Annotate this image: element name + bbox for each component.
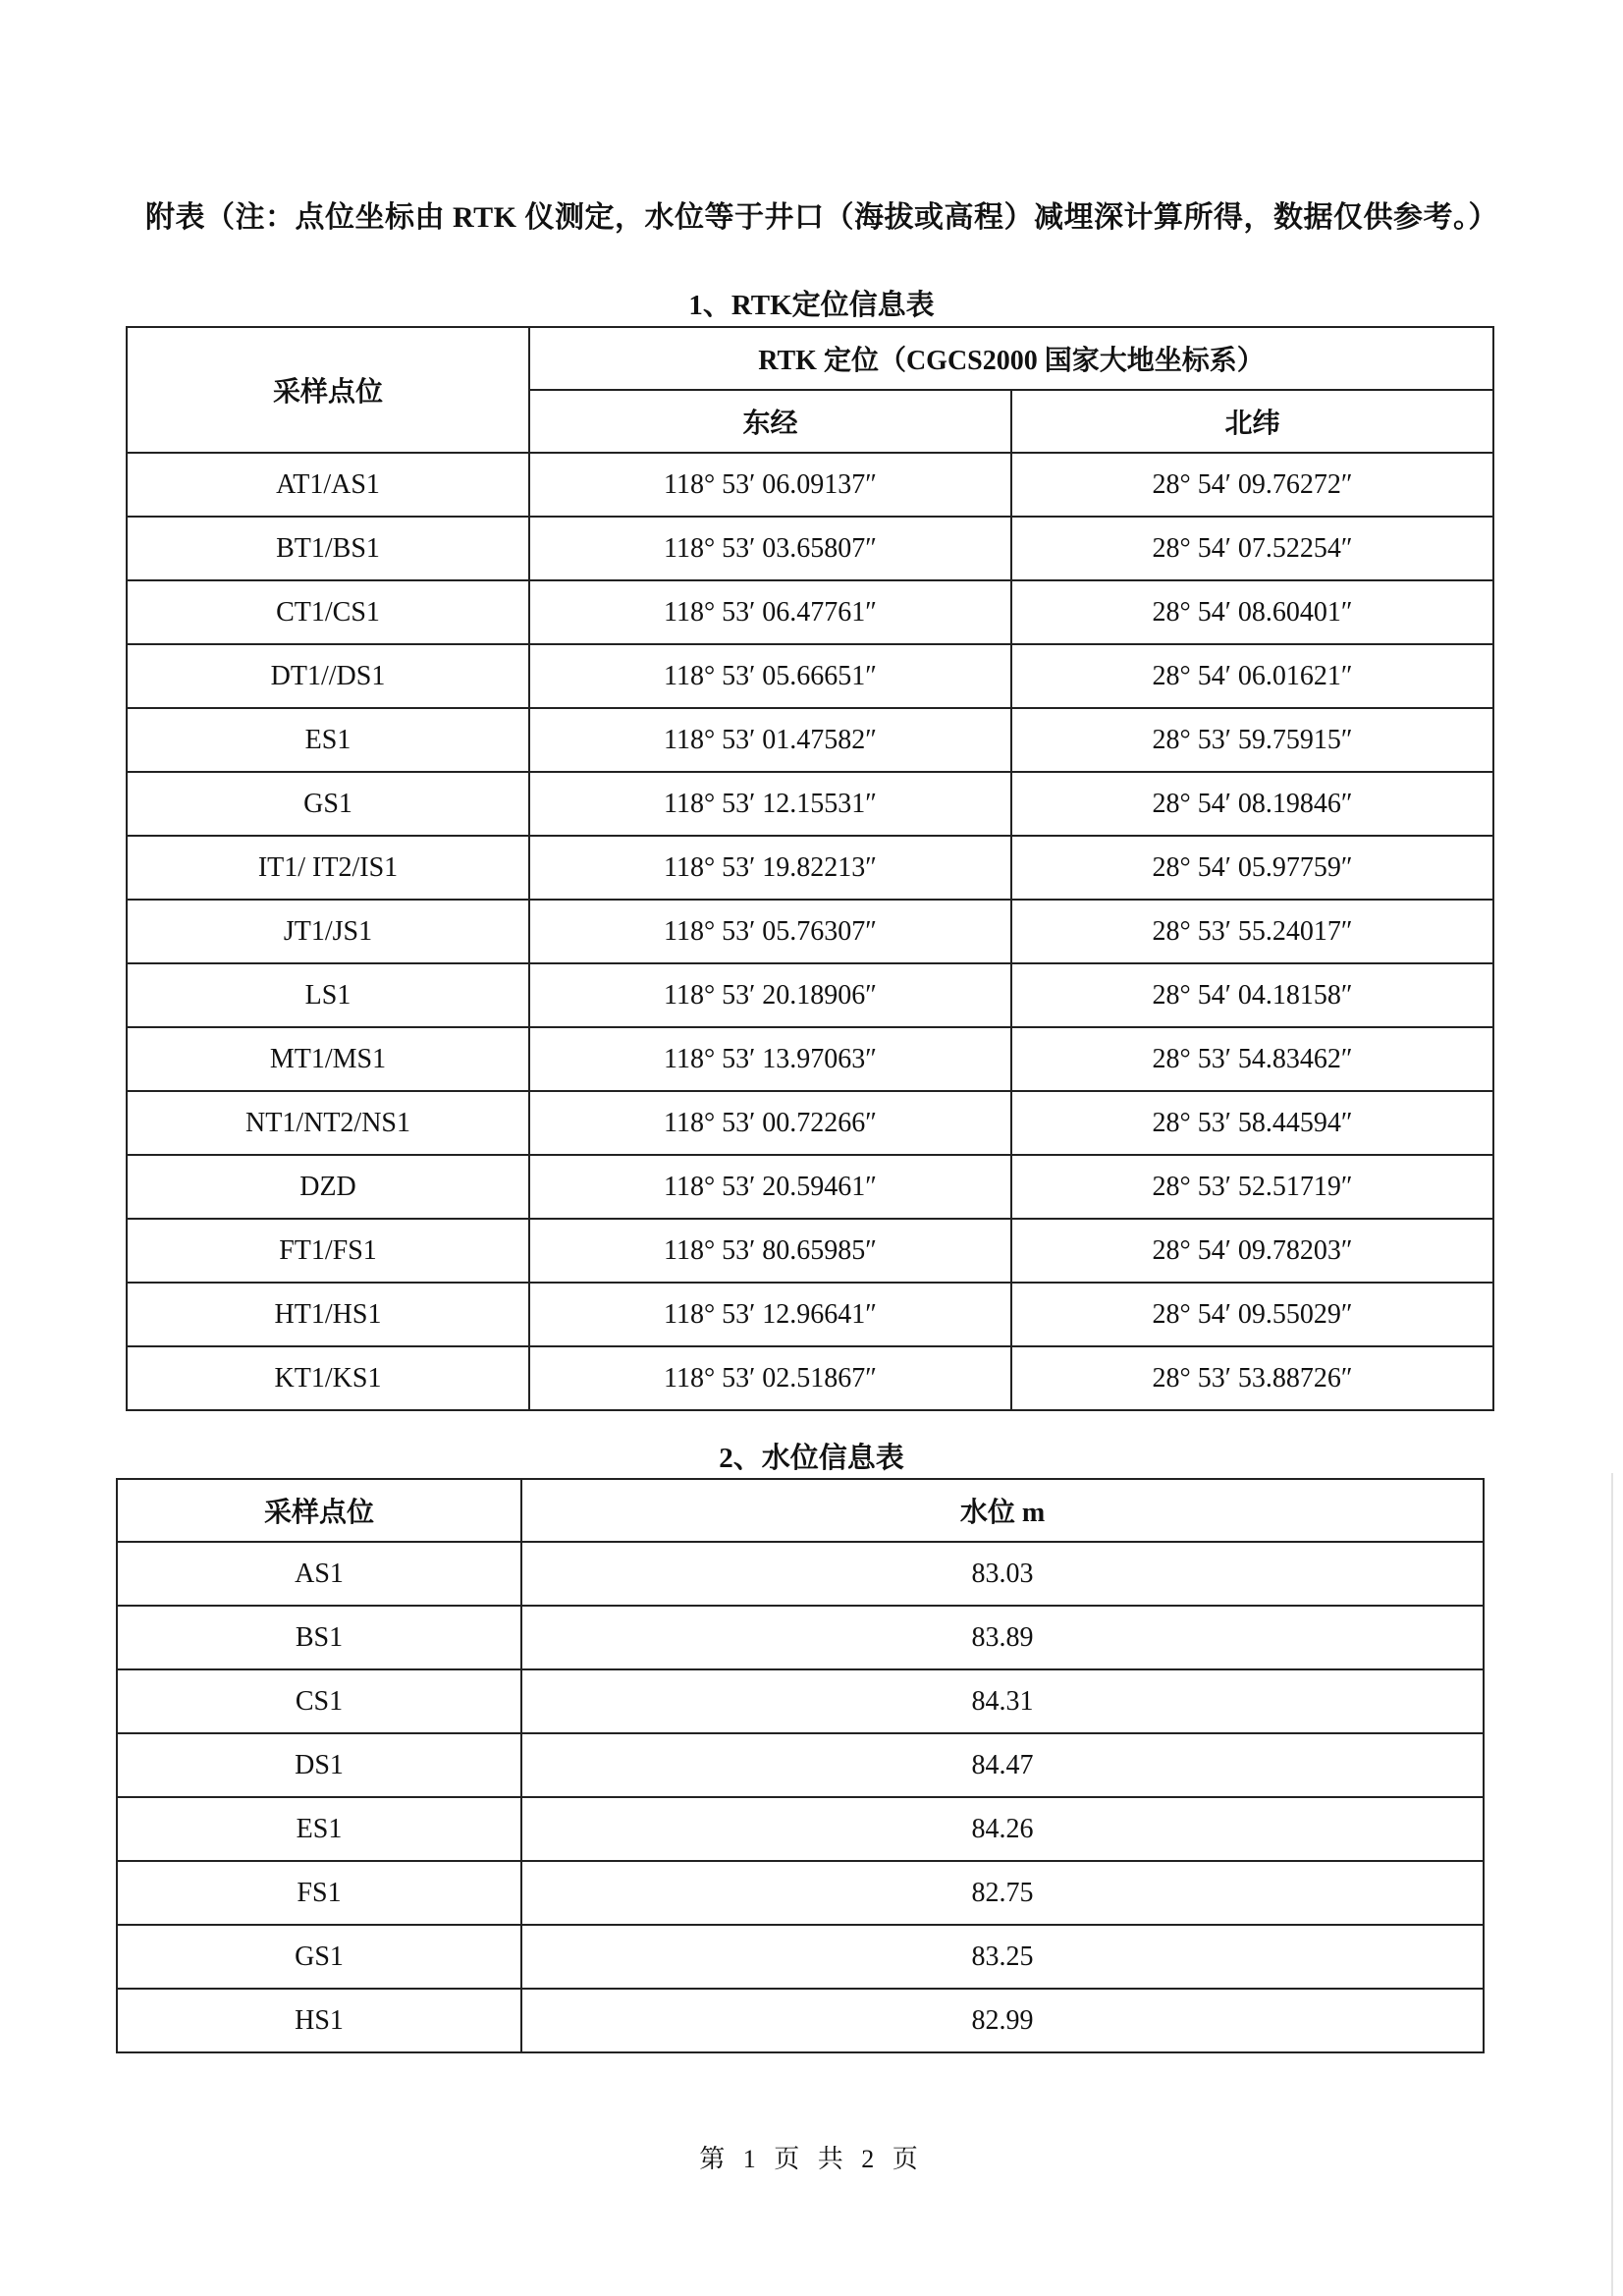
cell-sampling-point: BS1 [117, 1606, 521, 1669]
table-row [127, 580, 1493, 644]
table-row [127, 708, 1493, 772]
cell-sampling-point: DT1//DS1 [127, 644, 529, 708]
cell-sampling-point: DS1 [117, 1733, 521, 1797]
table-row [117, 1606, 1484, 1669]
cell-latitude: 28° 54′ 06.01621″ [1011, 644, 1493, 708]
cell-sampling-point: FS1 [117, 1861, 521, 1925]
cell-longitude: 118° 53′ 12.15531″ [529, 772, 1011, 836]
cell-sampling-point: HT1/HS1 [127, 1283, 529, 1346]
table-row [127, 1027, 1493, 1091]
table-row [117, 1669, 1484, 1733]
cell-water-level: 83.25 [521, 1925, 1484, 1989]
cell-water-level: 83.03 [521, 1542, 1484, 1606]
cell-longitude: 118° 53′ 05.76307″ [529, 900, 1011, 963]
cell-sampling-point: GS1 [117, 1925, 521, 1989]
water-level-table [116, 1478, 1485, 2053]
cell-latitude: 28° 54′ 05.97759″ [1011, 836, 1493, 900]
page-footer: 第 1 页 共 2 页 [699, 2145, 924, 2173]
cell-latitude: 28° 54′ 09.78203″ [1011, 1219, 1493, 1283]
cell-longitude: 118° 53′ 20.59461″ [529, 1155, 1011, 1219]
table-row [127, 1219, 1493, 1283]
cell-longitude: 118° 53′ 05.66651″ [529, 644, 1011, 708]
cell-sampling-point: AS1 [117, 1542, 521, 1606]
cell-water-level: 84.31 [521, 1669, 1484, 1733]
cell-latitude: 28° 53′ 59.75915″ [1011, 708, 1493, 772]
table-row [127, 772, 1493, 836]
cell-latitude: 28° 54′ 04.18158″ [1011, 963, 1493, 1027]
header-sampling-point: 采样点位 [117, 1479, 521, 1542]
water-level-table-body [117, 1542, 1484, 2052]
table-row [117, 1861, 1484, 1925]
table-row [117, 1542, 1484, 1606]
table-row [127, 1155, 1493, 1219]
cell-latitude: 28° 53′ 54.83462″ [1011, 1027, 1493, 1091]
cell-water-level: 84.26 [521, 1797, 1484, 1861]
cell-latitude: 28° 54′ 09.76272″ [1011, 453, 1493, 517]
cell-sampling-point: LS1 [127, 963, 529, 1027]
cell-longitude: 118° 53′ 06.09137″ [529, 453, 1011, 517]
cell-sampling-point: BT1/BS1 [127, 517, 529, 580]
cell-water-level: 82.75 [521, 1861, 1484, 1925]
water-level-table-caption: 2、水位信息表 [719, 1443, 904, 1474]
table-row [127, 1283, 1493, 1346]
cell-sampling-point: AT1/AS1 [127, 453, 529, 517]
cell-latitude: 28° 53′ 52.51719″ [1011, 1155, 1493, 1219]
cell-longitude: 118° 53′ 03.65807″ [529, 517, 1011, 580]
table-row [127, 644, 1493, 708]
cell-longitude: 118° 53′ 80.65985″ [529, 1219, 1011, 1283]
cell-sampling-point: ES1 [127, 708, 529, 772]
cell-longitude: 118° 53′ 19.82213″ [529, 836, 1011, 900]
cell-longitude: 118° 53′ 06.47761″ [529, 580, 1011, 644]
table-row [127, 900, 1493, 963]
cell-sampling-point: ES1 [117, 1797, 521, 1861]
cell-sampling-point: CS1 [117, 1669, 521, 1733]
cell-sampling-point: FT1/FS1 [127, 1219, 529, 1283]
rtk-location-table [126, 326, 1494, 1411]
header-latitude: 北纬 [1011, 390, 1493, 453]
cell-longitude: 118° 53′ 12.96641″ [529, 1283, 1011, 1346]
cell-sampling-point: MT1/MS1 [127, 1027, 529, 1091]
table-row [117, 1797, 1484, 1861]
cell-water-level: 83.89 [521, 1606, 1484, 1669]
rtk-table-body [127, 453, 1493, 1410]
cell-water-level: 84.47 [521, 1733, 1484, 1797]
table-row [117, 1989, 1484, 2052]
rtk-table-caption: 1、RTK定位信息表 [688, 290, 935, 321]
table-row [127, 517, 1493, 580]
cell-latitude: 28° 54′ 07.52254″ [1011, 517, 1493, 580]
cell-latitude: 28° 54′ 08.60401″ [1011, 580, 1493, 644]
cell-latitude: 28° 53′ 58.44594″ [1011, 1091, 1493, 1155]
cell-longitude: 118° 53′ 00.72266″ [529, 1091, 1011, 1155]
cell-longitude: 118° 53′ 13.97063″ [529, 1027, 1011, 1091]
cell-longitude: 118° 53′ 20.18906″ [529, 963, 1011, 1027]
table-row [127, 1091, 1493, 1155]
cell-sampling-point: KT1/KS1 [127, 1346, 529, 1410]
header-sampling-point: 采样点位 [127, 327, 529, 453]
table-row [127, 963, 1493, 1027]
table-row [127, 1346, 1493, 1410]
table-row [127, 836, 1493, 900]
cell-sampling-point: GS1 [127, 772, 529, 836]
cell-sampling-point: HS1 [117, 1989, 521, 2052]
header-water-level: 水位 m [521, 1479, 1484, 1542]
header-longitude: 东经 [529, 390, 1011, 453]
cell-sampling-point: IT1/ IT2/IS1 [127, 836, 529, 900]
table-row [117, 1925, 1484, 1989]
cell-sampling-point: JT1/JS1 [127, 900, 529, 963]
scan-edge-line [1611, 1473, 1613, 2296]
table-row [127, 453, 1493, 517]
header-rtk-group: RTK 定位（CGCS2000 国家大地坐标系） [529, 327, 1493, 390]
cell-latitude: 28° 54′ 08.19846″ [1011, 772, 1493, 836]
cell-sampling-point: CT1/CS1 [127, 580, 529, 644]
cell-latitude: 28° 53′ 55.24017″ [1011, 900, 1493, 963]
cell-sampling-point: DZD [127, 1155, 529, 1219]
cell-latitude: 28° 53′ 53.88726″ [1011, 1346, 1493, 1410]
cell-water-level: 82.99 [521, 1989, 1484, 2052]
appendix-note: 附表（注：点位坐标由 RTK 仪测定，水位等于井口（海拔或高程）减埋深计算所得，数据仅供参考。） [145, 201, 1498, 234]
cell-sampling-point: NT1/NT2/NS1 [127, 1091, 529, 1155]
cell-longitude: 118° 53′ 01.47582″ [529, 708, 1011, 772]
table-row [117, 1733, 1484, 1797]
cell-latitude: 28° 54′ 09.55029″ [1011, 1283, 1493, 1346]
cell-longitude: 118° 53′ 02.51867″ [529, 1346, 1011, 1410]
